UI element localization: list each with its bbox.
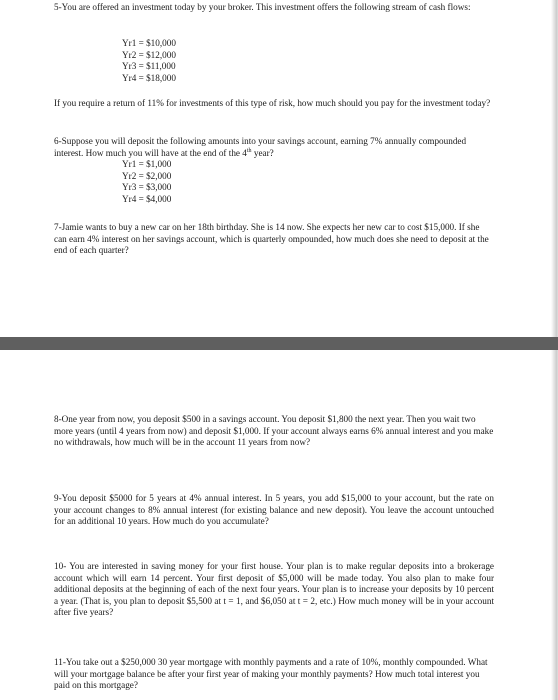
question-8 <box>54 414 494 449</box>
question-5-cash-flows <box>122 38 176 84</box>
cash-flow-item: Yr3 = $3,000 <box>122 182 172 192</box>
question-6-body: 6-Suppose you will deposit the following amounts into your savings account, earning 7% annually compounded interest. How much you will have at the end of the 4 <box>54 136 467 158</box>
question-5 <box>54 2 494 14</box>
question-7 <box>54 222 494 257</box>
question-6-cash-flows <box>122 159 171 205</box>
document-page-2 <box>0 350 558 700</box>
page-edge-shadow <box>551 350 557 700</box>
cash-flow-item: Yr4 = $4,000 <box>122 193 172 204</box>
question-6 <box>54 136 494 159</box>
question-11-text: 11-You take out a $250,000 30 year mortgage with monthly payments and a rate of 10%, monthly compounded. What will your mortgage balance be after your first year of making your monthly payments? How much total interest you paid on this mortgage? <box>54 657 488 690</box>
cash-flow-item: Yr2 = $12,000 <box>122 49 176 60</box>
question-8-text: 8-One year from now, you deposit $500 in a savings account. You deposit $1,800 the next year. Then you wait two more years (until 4 years from now) and deposit $1,000. If your account always earns 6% annual interest and you make no withdrawals, how much will be in the account 11 years from now? <box>54 414 494 447</box>
question-5-text: If you require a return of 11% for investments of this type of risk, how much should you pay for the investment today? <box>54 98 491 108</box>
page-separator <box>0 337 558 350</box>
question-10-text: 10- You are interested in saving money for your first house. Your plan is to make regular deposits into a brokerage account which will earn 14 percent. Your first deposit of $5,000 will be made today. You also plan to make four additional deposits at the beginning of each of the next four years. Your plan is to increase your deposits by 10 percent a year. (That is, you plan to deposit $5,500 at t = 1, and $6,050 at t = 2, etc.) How much money will be in your account after five years? <box>54 561 494 617</box>
question-10 <box>54 561 494 619</box>
question-11 <box>54 657 494 692</box>
cash-flow-item: Yr1 = $1,000 <box>122 159 172 169</box>
document-page-1 <box>0 0 558 337</box>
question-9 <box>54 493 494 528</box>
ordinal-suffix: th <box>246 147 252 154</box>
question-5-intro: 5-You are offered an investment today by your broker. This investment offers the following stream of cash flows: <box>54 2 471 12</box>
question-6-text <box>54 136 494 159</box>
cash-flow-item: Yr2 = $2,000 <box>122 170 172 181</box>
question-7-text: 7-Jamie wants to buy a new car on her 18th birthday. She is 14 now. She expects her new car to cost $15,000. If she can earn 4% interest on her savings account, which is quarterly ompounded, how much does she need to deposit at the end of each quarter? <box>54 222 489 255</box>
cash-flow-item: Yr4 = $18,000 <box>122 72 176 83</box>
question-9-text: 9-You deposit $5000 for 5 years at 4% annual interest. In 5 years, you add $15,000 to your account, but the rate on your account changes to 8% annual interest (for existing balance and new deposit). You leave the account untouched for an additional 10 years. How much do you accumulate? <box>54 493 494 526</box>
cash-flow-item: Yr3 = $11,000 <box>122 61 176 71</box>
question-6-tail: year? <box>251 147 274 158</box>
page-edge-shadow <box>551 0 557 337</box>
cash-flow-item: Yr1 = $10,000 <box>122 38 176 48</box>
question-5-prompt <box>54 98 494 110</box>
